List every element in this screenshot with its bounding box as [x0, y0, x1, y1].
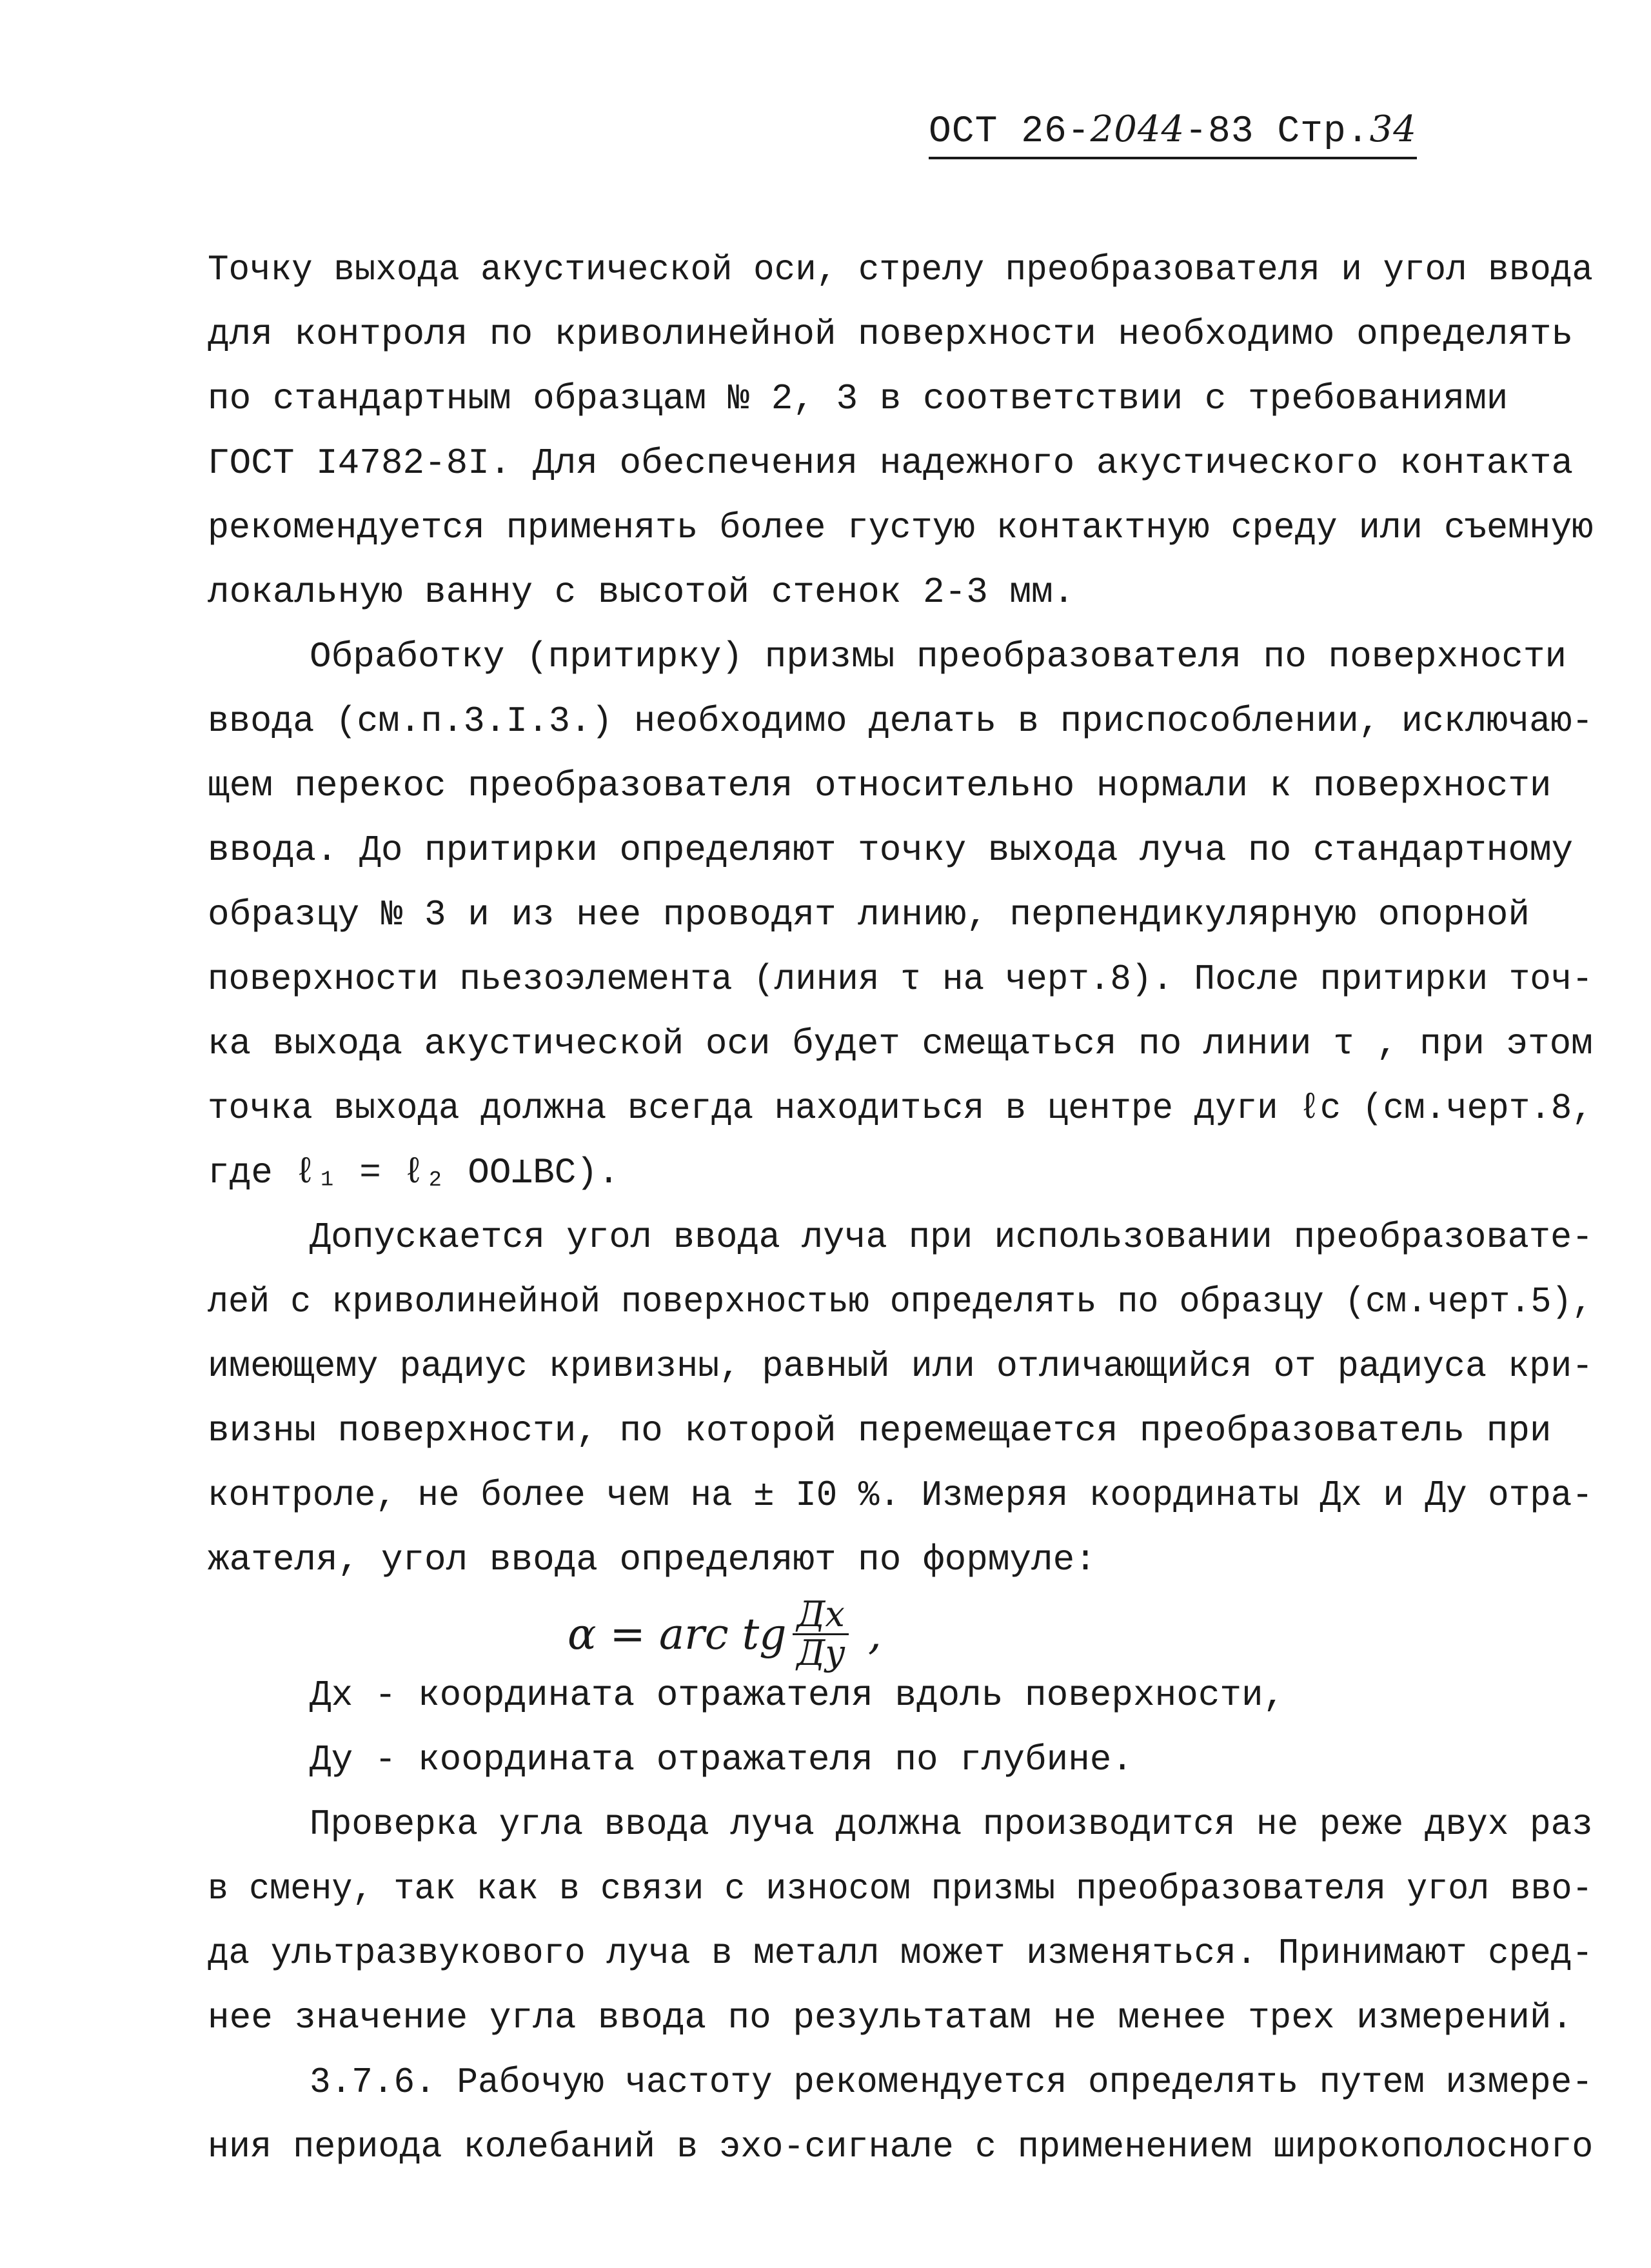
header-page-number: 34	[1369, 108, 1417, 150]
text-line-13: ка выхода акустической оси будет смещаться по линии τ , при этом	[208, 1023, 1593, 1064]
text-line-14: точка выхода должна всегда находиться в центре дуги ℓc (см.черт.8,	[208, 1088, 1593, 1129]
text-line-12: поверхности пьезоэлемента (линия τ на черт.8). После притирки точ-	[208, 959, 1593, 1000]
text-line-5: рекомендуется применять более густую контактную среду или съемную	[208, 507, 1594, 548]
text-line-26: да ультразвукового луча в металл может изменяться. Принимают сред-	[208, 1933, 1593, 1974]
page-header	[929, 108, 1417, 159]
header-prefix: ОСТ 26-	[929, 111, 1091, 153]
text-line-16: Допускается угол ввода луча при использовании преобразовате-	[310, 1217, 1594, 1258]
formula-trail: ,	[867, 1609, 882, 1659]
text-line-27: нее значение угла ввода по результатам не менее трех измерений.	[208, 1997, 1574, 2038]
angle-formula	[568, 1594, 882, 1673]
formula-numerator: Дx	[793, 1597, 848, 1635]
text-line-6: локальную ванну с высотой стенок 2-3 мм.	[208, 572, 1075, 613]
text-line-28: 3.7.6. Рабочую частоту рекомендуется определять путем измере-	[310, 2062, 1593, 2103]
formula-lhs: α = arc tg	[568, 1609, 787, 1659]
text-line-3: по стандартным образцам № 2, 3 в соответствии с требованиями	[208, 378, 1508, 419]
text-line-19: визны поверхности, по которой перемещается преобразователь при	[208, 1410, 1552, 1451]
text-line-8: ввода (см.п.3.I.3.) необходимо делать в приспособлении, исключаю-	[208, 701, 1594, 742]
text-line-2: для контроля по криволинейной поверхности необходимо определять	[208, 313, 1574, 355]
text-line-21: жателя, угол ввода определяют по формуле:	[208, 1539, 1096, 1580]
text-line-15: где ℓ₁ = ℓ₂ OO⊥BC).	[208, 1152, 620, 1193]
text-line-7: Обработку (притирку) призмы преобразователя по поверхности	[310, 636, 1567, 677]
text-line-18: имеющему радиус кривизны, равный или отличающийся от радиуса кри-	[208, 1346, 1594, 1387]
text-line-10: ввода. До притирки определяют точку выхода луча по стандартному	[208, 830, 1574, 871]
formula-fraction	[793, 1594, 848, 1673]
text-line-24: Проверка угла ввода луча должна производится не реже двух раз	[310, 1804, 1593, 1845]
text-line-22: Дx - координата отражателя вдоль поверхности,	[310, 1675, 1285, 1716]
text-line-20: контроле, не более чем на ± I0 %. Измеряя координаты Дx и Дy отра-	[208, 1475, 1593, 1516]
text-line-17: лей с криволинейной поверхностью определять по образцу (см.черт.5),	[208, 1281, 1593, 1322]
text-line-23: Дy - координата отражателя по глубине.	[310, 1739, 1134, 1780]
text-line-25: в смену, так как в связи с износом призмы преобразователя угол вво-	[208, 1868, 1593, 1909]
formula-denominator: Дy	[796, 1632, 845, 1673]
header-doc-number: 2044	[1090, 108, 1185, 150]
header-middle: -83 Стр.	[1185, 111, 1370, 153]
text-line-11: образцу № 3 и из нее проводят линию, перпендикулярную опорной	[208, 894, 1530, 935]
text-line-4: ГОСТ I4782-8I. Для обеспечения надежного акустического контакта	[208, 443, 1574, 484]
text-line-1: Точку выхода акустической оси, стрелу преобразователя и угол ввода	[208, 249, 1593, 290]
text-line-9: щем перекос преобразователя относительно нормали к поверхности	[208, 765, 1552, 806]
text-line-29: ния периода колебаний в эхо-сигнале с применением широкополосного	[208, 2126, 1594, 2167]
